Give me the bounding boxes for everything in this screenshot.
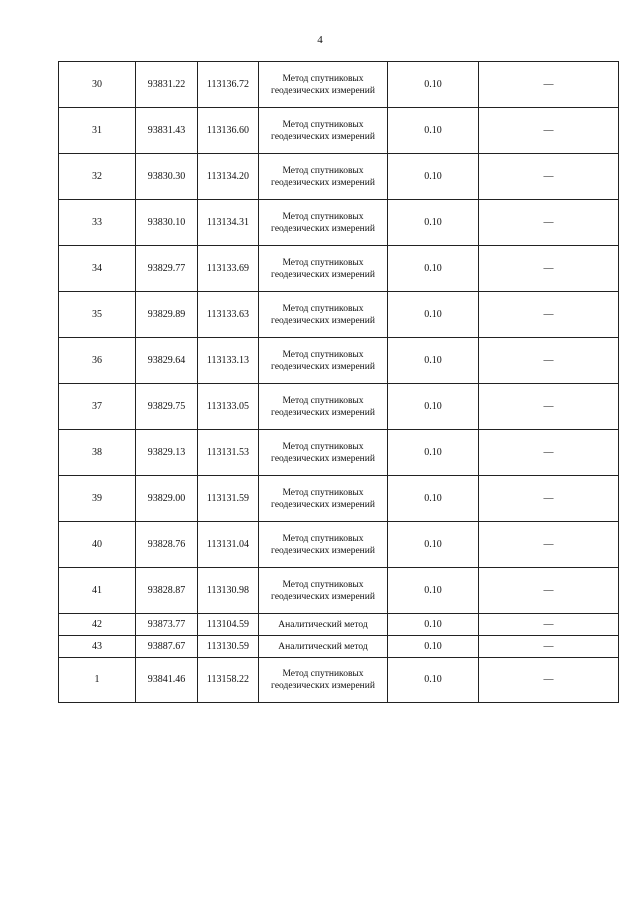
method-cell: Метод спутниковых геодезических измерений — [259, 154, 388, 200]
x-coordinate-cell: 93841.46 — [136, 658, 198, 703]
accuracy-cell: 0.10 — [388, 108, 479, 154]
note-cell: — — [479, 384, 619, 430]
method-cell: Метод спутниковых геодезических измерений — [259, 522, 388, 568]
accuracy-cell: 0.10 — [388, 200, 479, 246]
method-cell: Метод спутниковых геодезических измерений — [259, 338, 388, 384]
table-row — [59, 154, 619, 200]
accuracy-cell: 0.10 — [388, 338, 479, 384]
note-cell: — — [479, 614, 619, 636]
accuracy-cell: 0.10 — [388, 614, 479, 636]
accuracy-cell: 0.10 — [388, 522, 479, 568]
table-row — [59, 246, 619, 292]
point-number-cell: 35 — [59, 292, 136, 338]
coordinates-table — [58, 61, 619, 703]
method-cell: Метод спутниковых геодезических измерений — [259, 108, 388, 154]
table-row — [59, 338, 619, 384]
note-cell: — — [479, 200, 619, 246]
x-coordinate-cell: 93831.22 — [136, 62, 198, 108]
table-row — [59, 658, 619, 703]
table-row — [59, 430, 619, 476]
x-coordinate-cell: 93829.64 — [136, 338, 198, 384]
point-number-cell: 30 — [59, 62, 136, 108]
y-coordinate-cell: 113133.69 — [198, 246, 259, 292]
method-cell: Метод спутниковых геодезических измерений — [259, 476, 388, 522]
y-coordinate-cell: 113131.59 — [198, 476, 259, 522]
x-coordinate-cell: 93828.87 — [136, 568, 198, 614]
accuracy-cell: 0.10 — [388, 154, 479, 200]
y-coordinate-cell: 113104.59 — [198, 614, 259, 636]
y-coordinate-cell: 113136.60 — [198, 108, 259, 154]
accuracy-cell: 0.10 — [388, 384, 479, 430]
y-coordinate-cell: 113131.53 — [198, 430, 259, 476]
note-cell: — — [479, 568, 619, 614]
y-coordinate-cell: 113158.22 — [198, 658, 259, 703]
point-number-cell: 40 — [59, 522, 136, 568]
accuracy-cell: 0.10 — [388, 62, 479, 108]
y-coordinate-cell: 113134.20 — [198, 154, 259, 200]
x-coordinate-cell: 93831.43 — [136, 108, 198, 154]
table-row — [59, 292, 619, 338]
y-coordinate-cell: 113134.31 — [198, 200, 259, 246]
table-row — [59, 568, 619, 614]
note-cell: — — [479, 338, 619, 384]
point-number-cell: 34 — [59, 246, 136, 292]
y-coordinate-cell: 113133.63 — [198, 292, 259, 338]
y-coordinate-cell: 113133.13 — [198, 338, 259, 384]
method-cell: Метод спутниковых геодезических измерений — [259, 200, 388, 246]
page-number: 4 — [317, 34, 323, 46]
y-coordinate-cell: 113130.98 — [198, 568, 259, 614]
note-cell: — — [479, 108, 619, 154]
point-number-cell: 38 — [59, 430, 136, 476]
x-coordinate-cell: 93830.30 — [136, 154, 198, 200]
x-coordinate-cell: 93829.89 — [136, 292, 198, 338]
note-cell: — — [479, 522, 619, 568]
method-cell: Метод спутниковых геодезических измерений — [259, 384, 388, 430]
table-row — [59, 62, 619, 108]
accuracy-cell: 0.10 — [388, 658, 479, 703]
point-number-cell: 41 — [59, 568, 136, 614]
x-coordinate-cell: 93830.10 — [136, 200, 198, 246]
y-coordinate-cell: 113131.04 — [198, 522, 259, 568]
method-cell: Аналитический метод — [259, 614, 388, 636]
table-row — [59, 522, 619, 568]
accuracy-cell: 0.10 — [388, 568, 479, 614]
method-cell: Метод спутниковых геодезических измерений — [259, 246, 388, 292]
accuracy-cell: 0.10 — [388, 430, 479, 476]
accuracy-cell: 0.10 — [388, 292, 479, 338]
note-cell: — — [479, 636, 619, 658]
table-row — [59, 636, 619, 658]
method-cell: Метод спутниковых геодезических измерений — [259, 62, 388, 108]
method-cell: Метод спутниковых геодезических измерений — [259, 292, 388, 338]
note-cell: — — [479, 292, 619, 338]
x-coordinate-cell: 93829.77 — [136, 246, 198, 292]
x-coordinate-cell: 93887.67 — [136, 636, 198, 658]
y-coordinate-cell: 113136.72 — [198, 62, 259, 108]
accuracy-cell: 0.10 — [388, 636, 479, 658]
note-cell: — — [479, 62, 619, 108]
y-coordinate-cell: 113130.59 — [198, 636, 259, 658]
note-cell: — — [479, 476, 619, 522]
note-cell: — — [479, 658, 619, 703]
point-number-cell: 32 — [59, 154, 136, 200]
point-number-cell: 36 — [59, 338, 136, 384]
x-coordinate-cell: 93829.00 — [136, 476, 198, 522]
accuracy-cell: 0.10 — [388, 246, 479, 292]
point-number-cell: 37 — [59, 384, 136, 430]
y-coordinate-cell: 113133.05 — [198, 384, 259, 430]
method-cell: Аналитический метод — [259, 636, 388, 658]
x-coordinate-cell: 93828.76 — [136, 522, 198, 568]
point-number-cell: 1 — [59, 658, 136, 703]
accuracy-cell: 0.10 — [388, 476, 479, 522]
note-cell: — — [479, 154, 619, 200]
table-row — [59, 384, 619, 430]
x-coordinate-cell: 93829.75 — [136, 384, 198, 430]
note-cell: — — [479, 246, 619, 292]
point-number-cell: 39 — [59, 476, 136, 522]
point-number-cell: 42 — [59, 614, 136, 636]
table-row — [59, 614, 619, 636]
table-row — [59, 200, 619, 246]
method-cell: Метод спутниковых геодезических измерений — [259, 568, 388, 614]
note-cell: — — [479, 430, 619, 476]
method-cell: Метод спутниковых геодезических измерений — [259, 430, 388, 476]
table-row — [59, 476, 619, 522]
x-coordinate-cell: 93829.13 — [136, 430, 198, 476]
point-number-cell: 43 — [59, 636, 136, 658]
point-number-cell: 31 — [59, 108, 136, 154]
table-row — [59, 108, 619, 154]
x-coordinate-cell: 93873.77 — [136, 614, 198, 636]
point-number-cell: 33 — [59, 200, 136, 246]
method-cell: Метод спутниковых геодезических измерений — [259, 658, 388, 703]
